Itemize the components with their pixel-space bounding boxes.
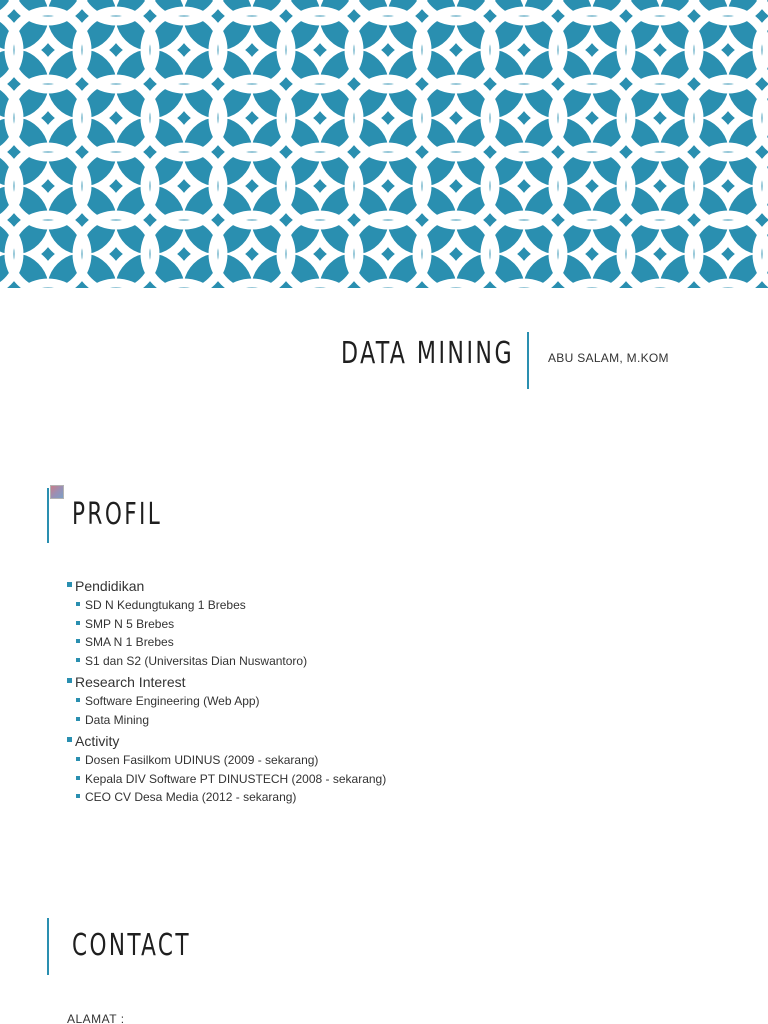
group-label-text: Pendidikan	[75, 578, 145, 594]
slide-title: DATA MINING	[340, 336, 514, 371]
profil-group	[67, 732, 757, 807]
list-item	[76, 596, 757, 615]
list-item	[76, 652, 757, 671]
square-bullet-icon	[67, 582, 72, 587]
profil-group	[67, 577, 757, 670]
group-items	[67, 751, 757, 807]
contact-heading: CONTACT	[72, 928, 191, 963]
list-item	[76, 633, 757, 652]
list-item-text: CEO CV Desa Media (2012 - sekarang)	[85, 790, 297, 804]
list-item	[76, 711, 757, 730]
list-item	[76, 692, 757, 711]
slide-author: ABU SALAM, M.KOM	[548, 351, 669, 365]
group-items	[67, 692, 757, 729]
address-label: ALAMAT :	[67, 1012, 125, 1024]
square-bullet-icon	[76, 602, 80, 606]
profil-group	[67, 673, 757, 729]
group-label-text: Activity	[75, 733, 120, 749]
square-bullet-icon	[76, 639, 80, 643]
group-items	[67, 596, 757, 670]
square-bullet-icon	[67, 737, 72, 742]
group-label	[67, 732, 757, 750]
list-item-text: Software Engineering (Web App)	[85, 694, 260, 708]
square-bullet-icon	[76, 757, 80, 761]
square-bullet-icon	[76, 698, 80, 702]
square-bullet-icon	[76, 794, 80, 798]
contact-accent-bar	[47, 918, 49, 975]
square-bullet-icon	[76, 776, 80, 780]
profil-heading: PROFIL	[72, 497, 163, 532]
profile-photo-thumbnail	[50, 485, 64, 499]
square-bullet-icon	[76, 621, 80, 625]
square-bullet-icon	[76, 717, 80, 721]
list-item-text: Dosen Fasilkom UDINUS (2009 - sekarang)	[85, 753, 319, 767]
profil-accent-bar	[47, 488, 49, 543]
group-label-text: Research Interest	[75, 674, 186, 690]
list-item-text: SMA N 1 Brebes	[85, 635, 174, 649]
list-item-text: Data Mining	[85, 712, 150, 727]
list-item-text: SD N Kedungtukang 1 Brebes	[85, 598, 246, 612]
list-item	[76, 788, 757, 807]
group-label	[67, 577, 757, 595]
list-item-text: Kepala DIV Software PT DINUSTECH (2008 - sekarang)	[85, 771, 387, 786]
square-bullet-icon	[67, 678, 72, 683]
list-item	[76, 770, 757, 789]
list-item	[76, 615, 757, 634]
group-label	[67, 673, 757, 691]
list-item-text: S1 dan S2 (Universitas Dian Nuswantoro)	[85, 653, 308, 668]
list-item	[76, 751, 757, 770]
profil-list	[67, 577, 757, 810]
square-bullet-icon	[76, 658, 80, 662]
list-item-text: SMP N 5 Brebes	[85, 616, 175, 631]
